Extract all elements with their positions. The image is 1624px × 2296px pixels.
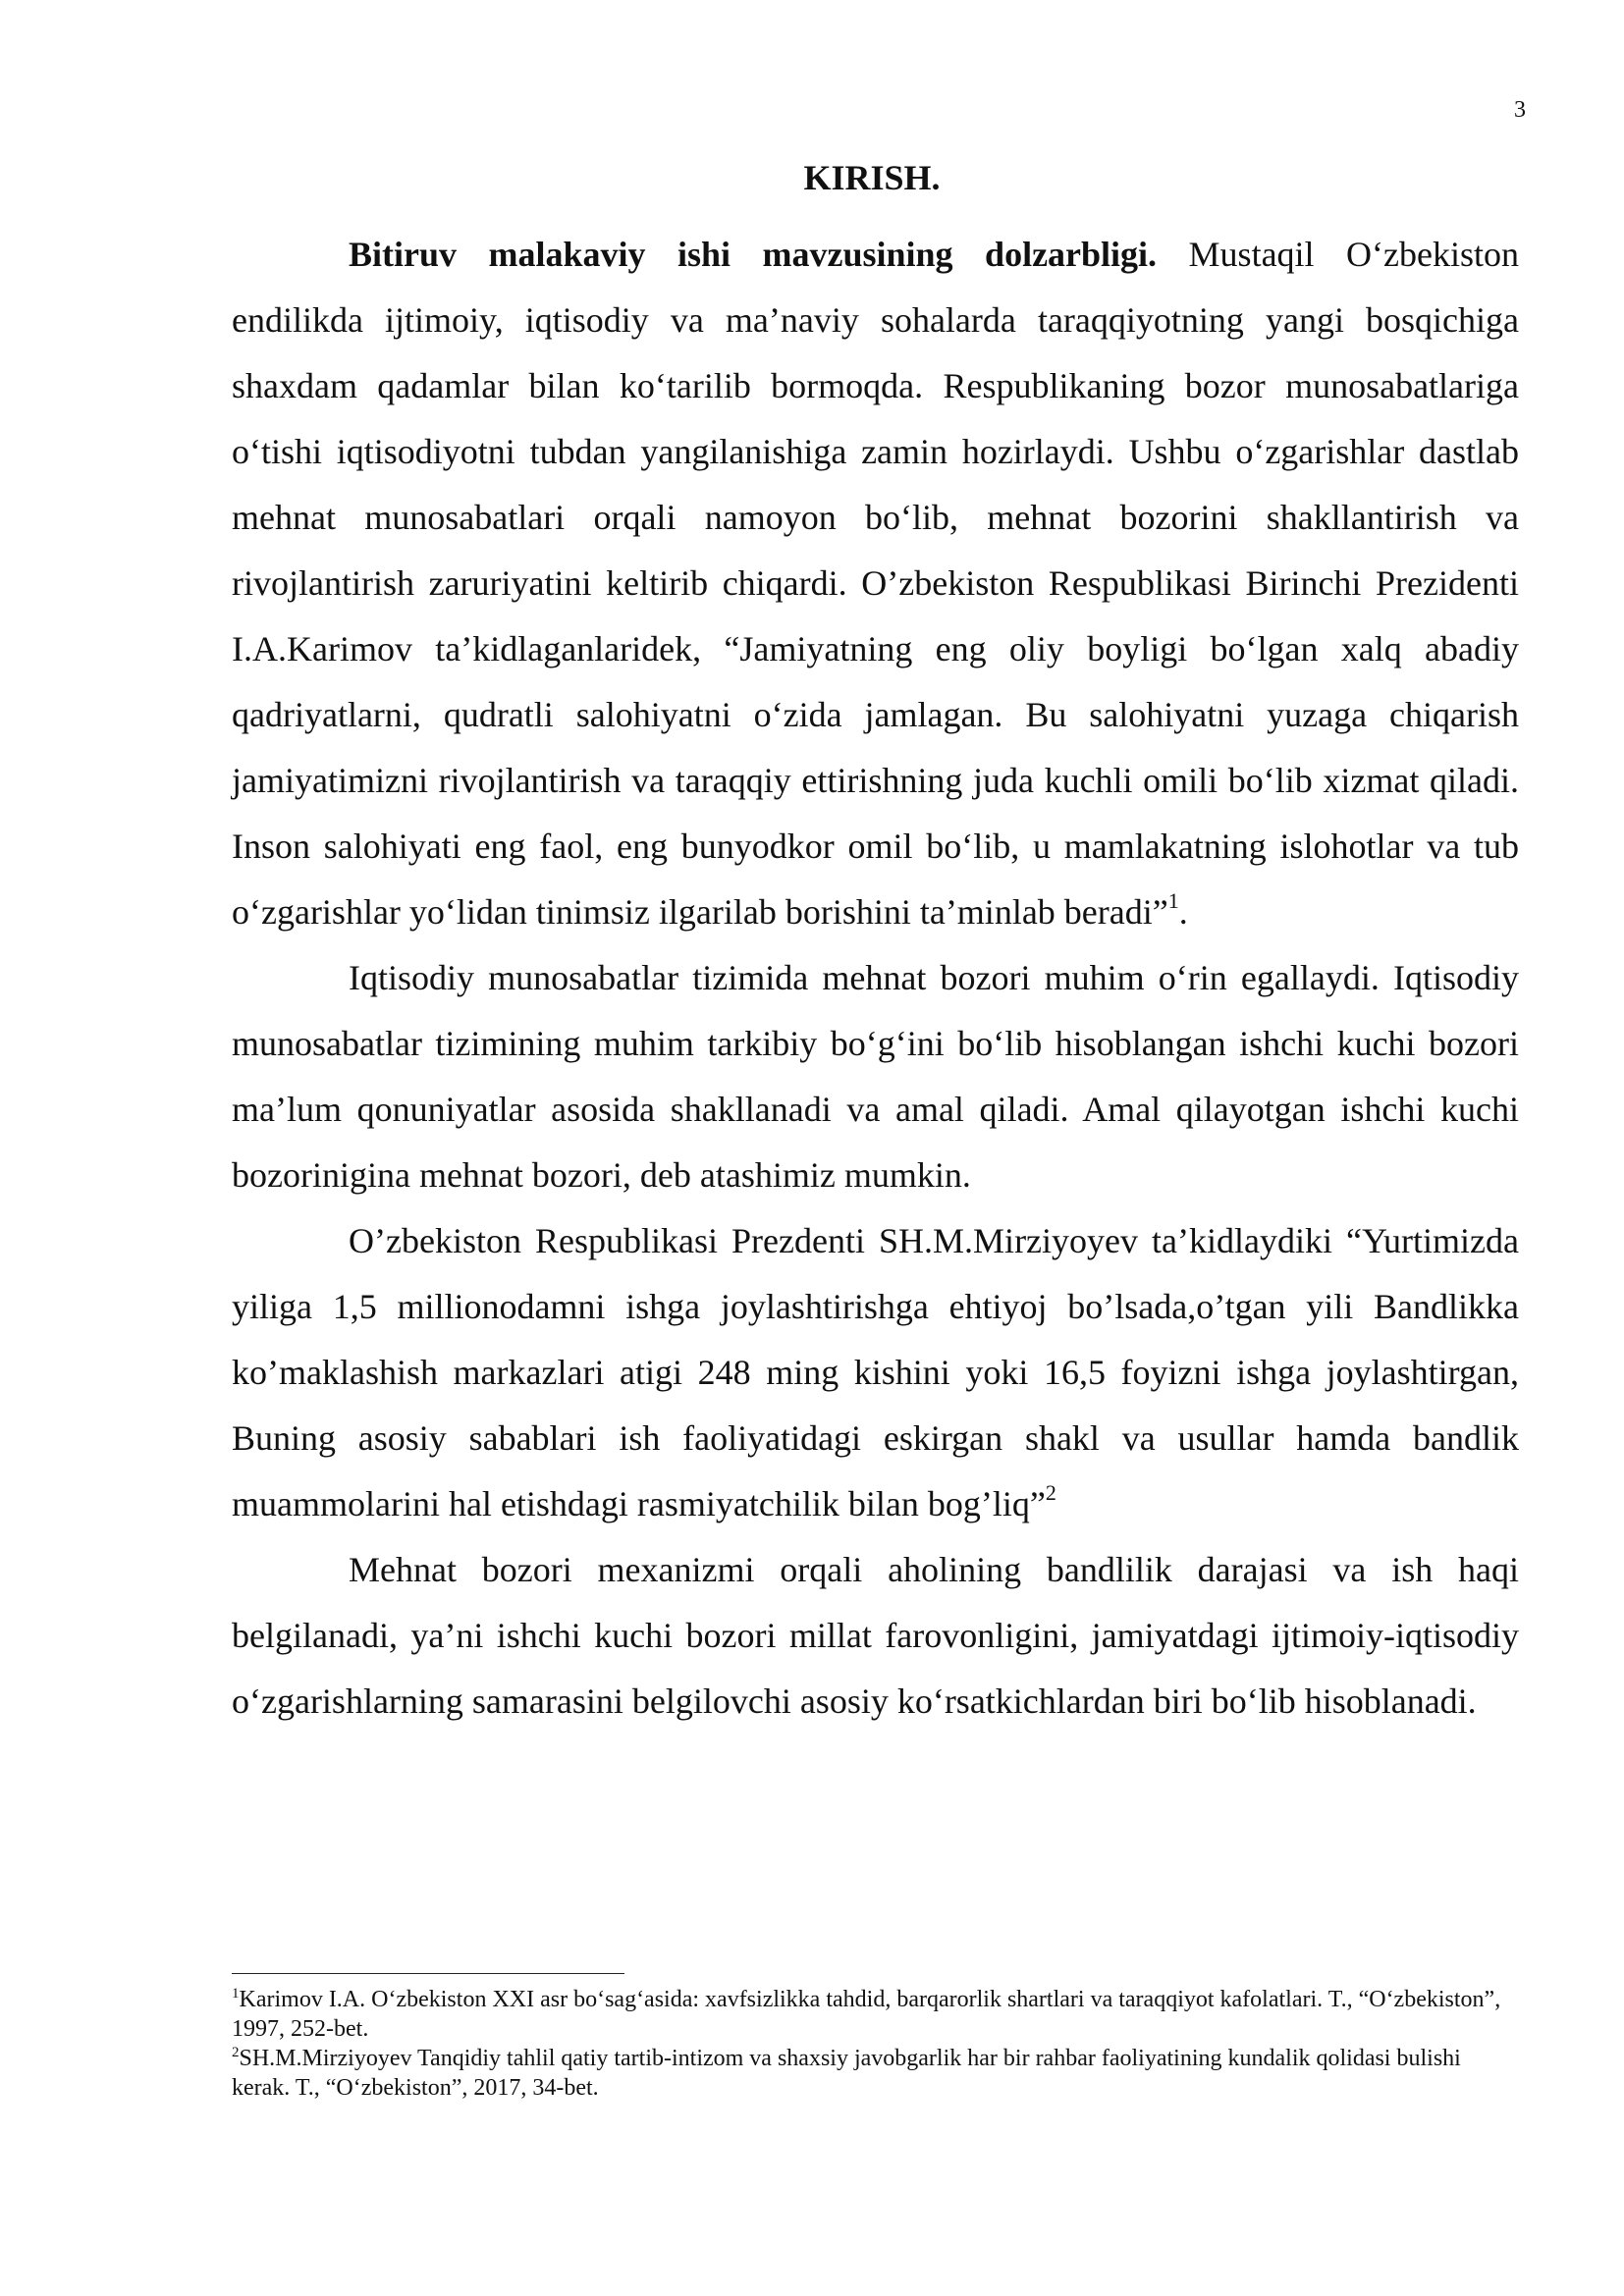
footnote-1 xyxy=(232,1985,1519,2044)
footnotes xyxy=(232,1985,1519,2103)
page-title: KIRISH. xyxy=(803,158,941,197)
footnote-2-text: SH.M.Mirziyoyev Tanqidiy tahlil qatiy tartib-intizom va shaxsiy javobgarlik har bir rahbar faoliyatining kundalik qolidasi bulishi kerak. T., “O‘zbekiston”, 2017, 34-bet. xyxy=(232,2046,1461,2101)
page-number: 3 xyxy=(1514,97,1526,123)
paragraph-2-text: Iqtisodiy munosabatlar tizimida mehnat bozori muhim o‘rin egallaydi. Iqtisodiy munosabatlar tizimining muhim tarkibiy bo‘g‘ini bo‘lib hisoblangan ishchi kuchi bozori ma’lum qonuniyatlar asosida shakllanadi va amal qiladi. Amal qilayotgan ishchi kuchi bozorinigina mehnat bozori, deb atashimiz mumkin. xyxy=(232,958,1519,1195)
paragraph-1-end: . xyxy=(1178,892,1188,932)
footnote-2-mark: 2 xyxy=(232,2045,240,2060)
paragraph-1-lead: Bitiruv malakaviy ishi mavzusining dolzarbligi. xyxy=(349,235,1158,274)
footnote-separator xyxy=(232,1973,624,1974)
footnote-ref-1: 1 xyxy=(1167,888,1179,913)
paragraph-1-text: Mustaqil O‘zbekiston endilikda ijtimoiy, iqtisodiy va ma’naviy sohalarda taraqqiyotning yangi bosqichiga shaxdam qadamlar bilan ko‘tarilib bormoqda. Respublikaning bozor munosabatlariga o‘tishi iqtisodiyotni tubdan yangilanishiga zamin hozirlaydi. Ushbu o‘zgarishlar dastlab mehnat munosabatlari orqali namoyon bo‘lib, mehnat bozorini shakllantirish va rivojlantirish zaruriyatini keltirib chiqardi. O’zbekiston Respublikasi Birinchi Prezidenti I.A.Karimov ta’kidlaganlaridek, “Jamiyatning eng oliy boyligi bo‘lgan xalq abadiy qadriyatlarni, qudratli salohiyatni o‘zida jamlagan. Bu salohiyatni yuzaga chiqarish jamiyatimizni rivojlantirish va taraqqiy ettirishning juda kuchli omili bo‘lib xizmat qiladi. Inson salohiyati eng faol, eng bunyodkor omil bo‘lib, u mamlakatning islohotlar va tub o‘zgarishlar yo‘lidan tinimsiz ilgarilab borishini ta’minlab beradi” xyxy=(232,235,1519,932)
paragraph-3-text: O’zbekiston Respublikasi Prezdenti SH.M.Mirziyoyev ta’kidlaydiki “Yurtimizda yiliga 1,5 millionodamni ishga joylashtirishga ehtiyoj bo’lsada,o’tgan yili Bandlikka ko’maklashish markazlari atigi 248 ming kishini yoki 16,5 foyizni ishga joylashtirgan, Buning asosiy sabablari ish faoliyatidagi eskirgan shakl va usullar hamda bandlik muammolarini hal etishdagi rasmiyatchilik bilan bog’liq” xyxy=(232,1221,1519,1523)
footnote-2 xyxy=(232,2044,1519,2103)
paragraph-3 xyxy=(232,1208,1519,1537)
paragraph-2 xyxy=(232,945,1519,1208)
paragraph-1 xyxy=(232,222,1519,945)
footnote-1-mark: 1 xyxy=(232,1986,240,2002)
paragraph-4-text: Mehnat bozori mexanizmi orqali aholining bandlilik darajasi va ish haqi belgilanadi, ya’ni ishchi kuchi bozori millat farovonligini, jamiyatdagi ijtimoiy-iqtisodiy o‘zgarishlarning samarasini belgilovchi asosiy ko‘rsatkichlardan biri bo‘lib hisoblanadi. xyxy=(232,1550,1519,1721)
footnote-ref-2: 2 xyxy=(1045,1480,1056,1505)
paragraph-4 xyxy=(232,1537,1519,1735)
body-text xyxy=(232,222,1519,1735)
footnote-1-text: Karimov I.A. O‘zbekiston XXI asr bo‘sag‘asida: xavfsizlikka tahdid, barqarorlik shartlari va taraqqiyot kafolatlari. T., “O‘zbekiston”, 1997, 252-bet. xyxy=(232,1987,1501,2042)
